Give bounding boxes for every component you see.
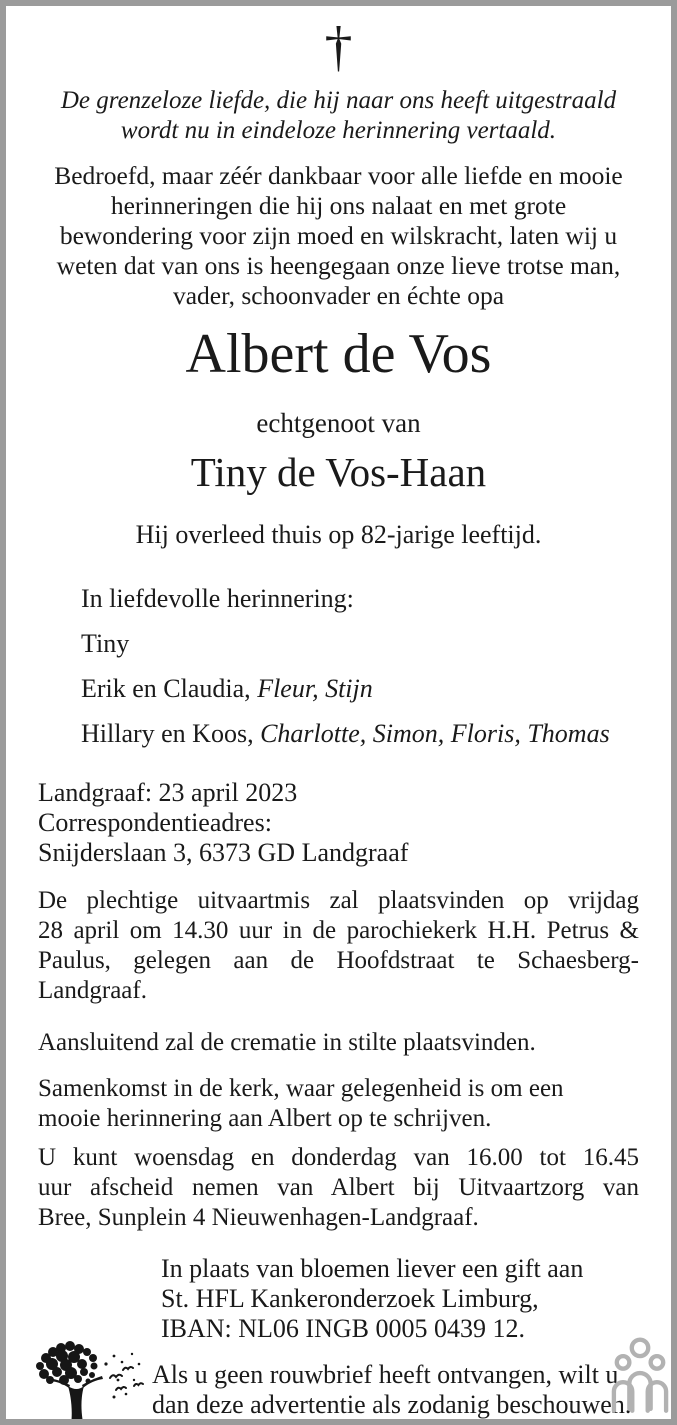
gathering-line: Samenkomst in de kerk, waar gelegenheid is om een — [38, 1075, 564, 1102]
memorial-entry — [81, 629, 639, 659]
death-notice: Hij overleed thuis op 82-jarige leeftijd. — [135, 520, 542, 549]
date-place-line: Landgraaf: 23 april 2023 — [38, 778, 298, 807]
memorial-entry-grandchildren: Fleur, Stijn — [257, 674, 373, 703]
memorial-list — [81, 584, 639, 749]
memorial-entry-names: Tiny — [81, 629, 130, 658]
deceased-name: Albert de Vos — [185, 323, 492, 385]
cross-icon: † — [324, 16, 353, 78]
donation-block — [161, 1254, 639, 1344]
memorial-entry — [81, 719, 639, 749]
announcement-line: vader, schoonvader en échte opa — [172, 281, 505, 310]
spouse-name: Tiny de Vos-Haan — [190, 449, 487, 495]
footer-note-line: dan deze advertentie als zodanig beschouwen. — [152, 1390, 632, 1419]
donation-line: In plaats van bloemen liever een gift aan — [161, 1254, 584, 1283]
visitation-line: uur afscheid nemen van Albert bij Uitvaartzorg van — [38, 1174, 639, 1201]
visitation-line: Bree, Sunplein 4 Nieuwenhagen-Landgraaf. — [38, 1204, 479, 1231]
memorial-entry-grandchildren: Charlotte, Simon, Floris, Thomas — [260, 719, 610, 748]
visitation-paragraph — [38, 1143, 639, 1233]
funeral-line: De plechtige uitvaartmis zal plaatsvinden op vrijdag — [38, 887, 639, 914]
funeral-paragraph — [38, 886, 639, 1006]
memorial-heading: In liefdevolle herinnering: — [81, 584, 354, 613]
funeral-line: 28 april om 14.30 uur in de parochiekerk H.H. Petrus & — [38, 917, 639, 944]
relation-label: echtgenoot van — [256, 408, 421, 438]
announcement-paragraph — [38, 161, 639, 311]
cremation-note: Aansluitend zal de crematie in stilte plaatsvinden. — [38, 1029, 536, 1056]
funeral-line: Landgraaf. — [38, 977, 147, 1004]
funeral-line: Paulus, gelegen aan de Hoofdstraat te Schaesberg- — [38, 947, 639, 974]
correspondence-address: Snijderslaan 3, 6373 GD Landgraaf — [38, 838, 409, 867]
correspondence-label: Correspondentieadres: — [38, 808, 272, 837]
opening-quote — [38, 86, 639, 146]
memorial-entry-names: Hillary en Koos, — [81, 719, 261, 748]
donation-iban: IBAN: NL06 INGB 0005 0439 12. — [161, 1314, 525, 1343]
announcement-line: weten dat van ons is heengegaan onze lieve trotse man, — [56, 251, 621, 280]
announcement-line: herinneringen die hij ons nalaat en met grote — [110, 191, 567, 220]
quote-line: wordt nu in eindeloze herinnering vertaald. — [120, 117, 557, 144]
address-block — [38, 778, 639, 868]
announcement-line: bewondering voor zijn moed en wilskracht, laten wij u — [59, 221, 618, 250]
footer-note-line: Als u geen rouwbrief heeft ontvangen, wilt u — [152, 1360, 619, 1389]
donation-charity: St. HFL Kankeronderzoek Limburg, — [161, 1284, 539, 1313]
people-group-icon — [611, 1335, 669, 1413]
memorial-entry-names: Erik en Claudia, — [81, 674, 258, 703]
announcement-line: Bedroefd, maar zéér dankbaar voor alle liefde en mooie — [54, 161, 623, 190]
footer-row — [38, 1350, 639, 1425]
tree-birds-icon — [26, 1334, 158, 1425]
gathering-line: mooie herinnering aan Albert op te schrijven. — [38, 1105, 492, 1132]
quote-line: De grenzeloze liefde, die hij naar ons heeft uitgestraald — [60, 87, 617, 114]
obituary-content — [6, 6, 671, 1425]
memorial-entry — [81, 674, 639, 704]
gathering-paragraph — [38, 1074, 639, 1134]
visitation-line: U kunt woensdag en donderdag van 16.00 tot 16.45 — [38, 1144, 639, 1171]
